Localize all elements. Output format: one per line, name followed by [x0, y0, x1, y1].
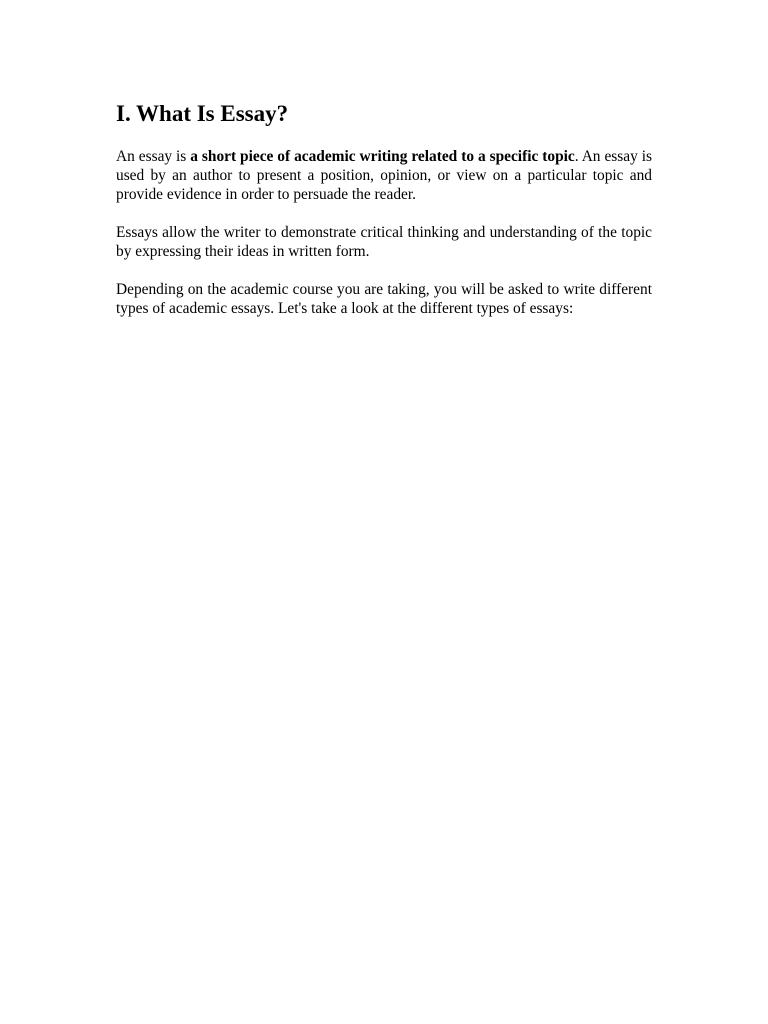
- paragraph-essay-types-intro: Depending on the academic course you are taking, you will be asked to write different types of academic essays. Let's take a look at the different types of essays:: [116, 281, 652, 317]
- paragraph-essay-definition: [116, 147, 652, 204]
- paragraph-rest-text: . An essay is used by an author to present a position, opinion, or view on a particular topic and provide evidence in order to persuade the reader.: [116, 148, 652, 203]
- definition-emphasis: a short piece of academic writing related to a specific topic: [190, 148, 575, 165]
- paragraph-essay-purpose: Essays allow the writer to demonstrate critical thinking and understanding of the topic by expressing their ideas in written form.: [116, 224, 652, 260]
- paragraph-lead-text: An essay is: [116, 148, 191, 165]
- section-heading: I. What Is Essay?: [116, 101, 289, 126]
- document-body: [116, 98, 652, 318]
